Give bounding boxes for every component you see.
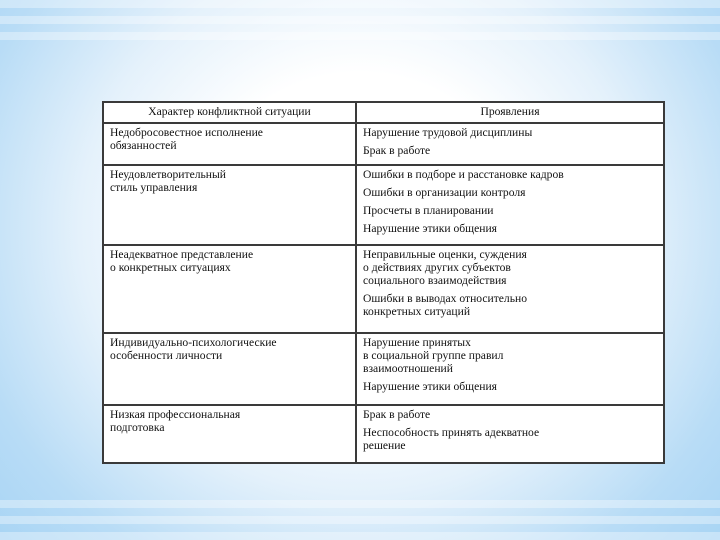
table-row — [103, 333, 664, 405]
column-header-cause: Характер конфликтной ситуации — [103, 102, 356, 123]
manifestation-item: Ошибки в организации контроля — [363, 186, 526, 199]
cause-cell — [103, 405, 356, 463]
manifestations-cell — [356, 123, 664, 165]
table-row — [103, 165, 664, 245]
conflict-table-container — [102, 101, 663, 463]
cause-cell — [103, 123, 356, 165]
cause-cell — [103, 245, 356, 333]
background-stripe — [0, 500, 720, 508]
cause-text: Индивидуально-психологические особенности личности — [110, 336, 277, 362]
manifestation-item: Ошибки в выводах относительно конкретных ситуаций — [363, 292, 528, 318]
table-row — [103, 123, 664, 165]
background-stripe — [0, 16, 720, 24]
manifestation-item: Нарушение трудовой дисциплины — [363, 126, 533, 139]
column-header-manifestations: Проявления — [356, 102, 664, 123]
background-stripe — [0, 0, 720, 8]
manifestations-cell — [356, 245, 664, 333]
manifestation-item: Неправильные оценки, суждения о действиях других субъектов социального взаимодействия — [363, 248, 527, 287]
background-stripe — [0, 32, 720, 40]
manifestation-item: Нарушение принятых в социальной группе правил взаимоотношений — [363, 336, 504, 375]
table-row — [103, 245, 664, 333]
background-stripe — [0, 532, 720, 540]
manifestation-item: Брак в работе — [363, 144, 431, 157]
manifestation-item: Ошибки в подборе и расстановке кадров — [363, 168, 564, 181]
table-header-row — [103, 102, 664, 123]
manifestation-item: Брак в работе — [363, 408, 431, 421]
conflict-table — [102, 101, 665, 464]
cause-cell — [103, 165, 356, 245]
manifestations-cell — [356, 333, 664, 405]
manifestation-item: Нарушение этики общения — [363, 380, 497, 393]
cause-text: Неадекватное представление о конкретных ситуациях — [110, 248, 254, 274]
manifestation-item: Неспособность принять адекватное решение — [363, 426, 540, 452]
cause-text: Недобросовестное исполнение обязанностей — [110, 126, 263, 152]
manifestations-cell — [356, 405, 664, 463]
cause-text: Неудовлетворительный стиль управления — [110, 168, 226, 194]
cause-cell — [103, 333, 356, 405]
cause-text: Низкая профессиональная подготовка — [110, 408, 241, 434]
manifestations-cell — [356, 165, 664, 245]
manifestation-item: Просчеты в планировании — [363, 204, 494, 217]
background-stripe — [0, 516, 720, 524]
manifestation-item: Нарушение этики общения — [363, 222, 497, 235]
table-row — [103, 405, 664, 463]
